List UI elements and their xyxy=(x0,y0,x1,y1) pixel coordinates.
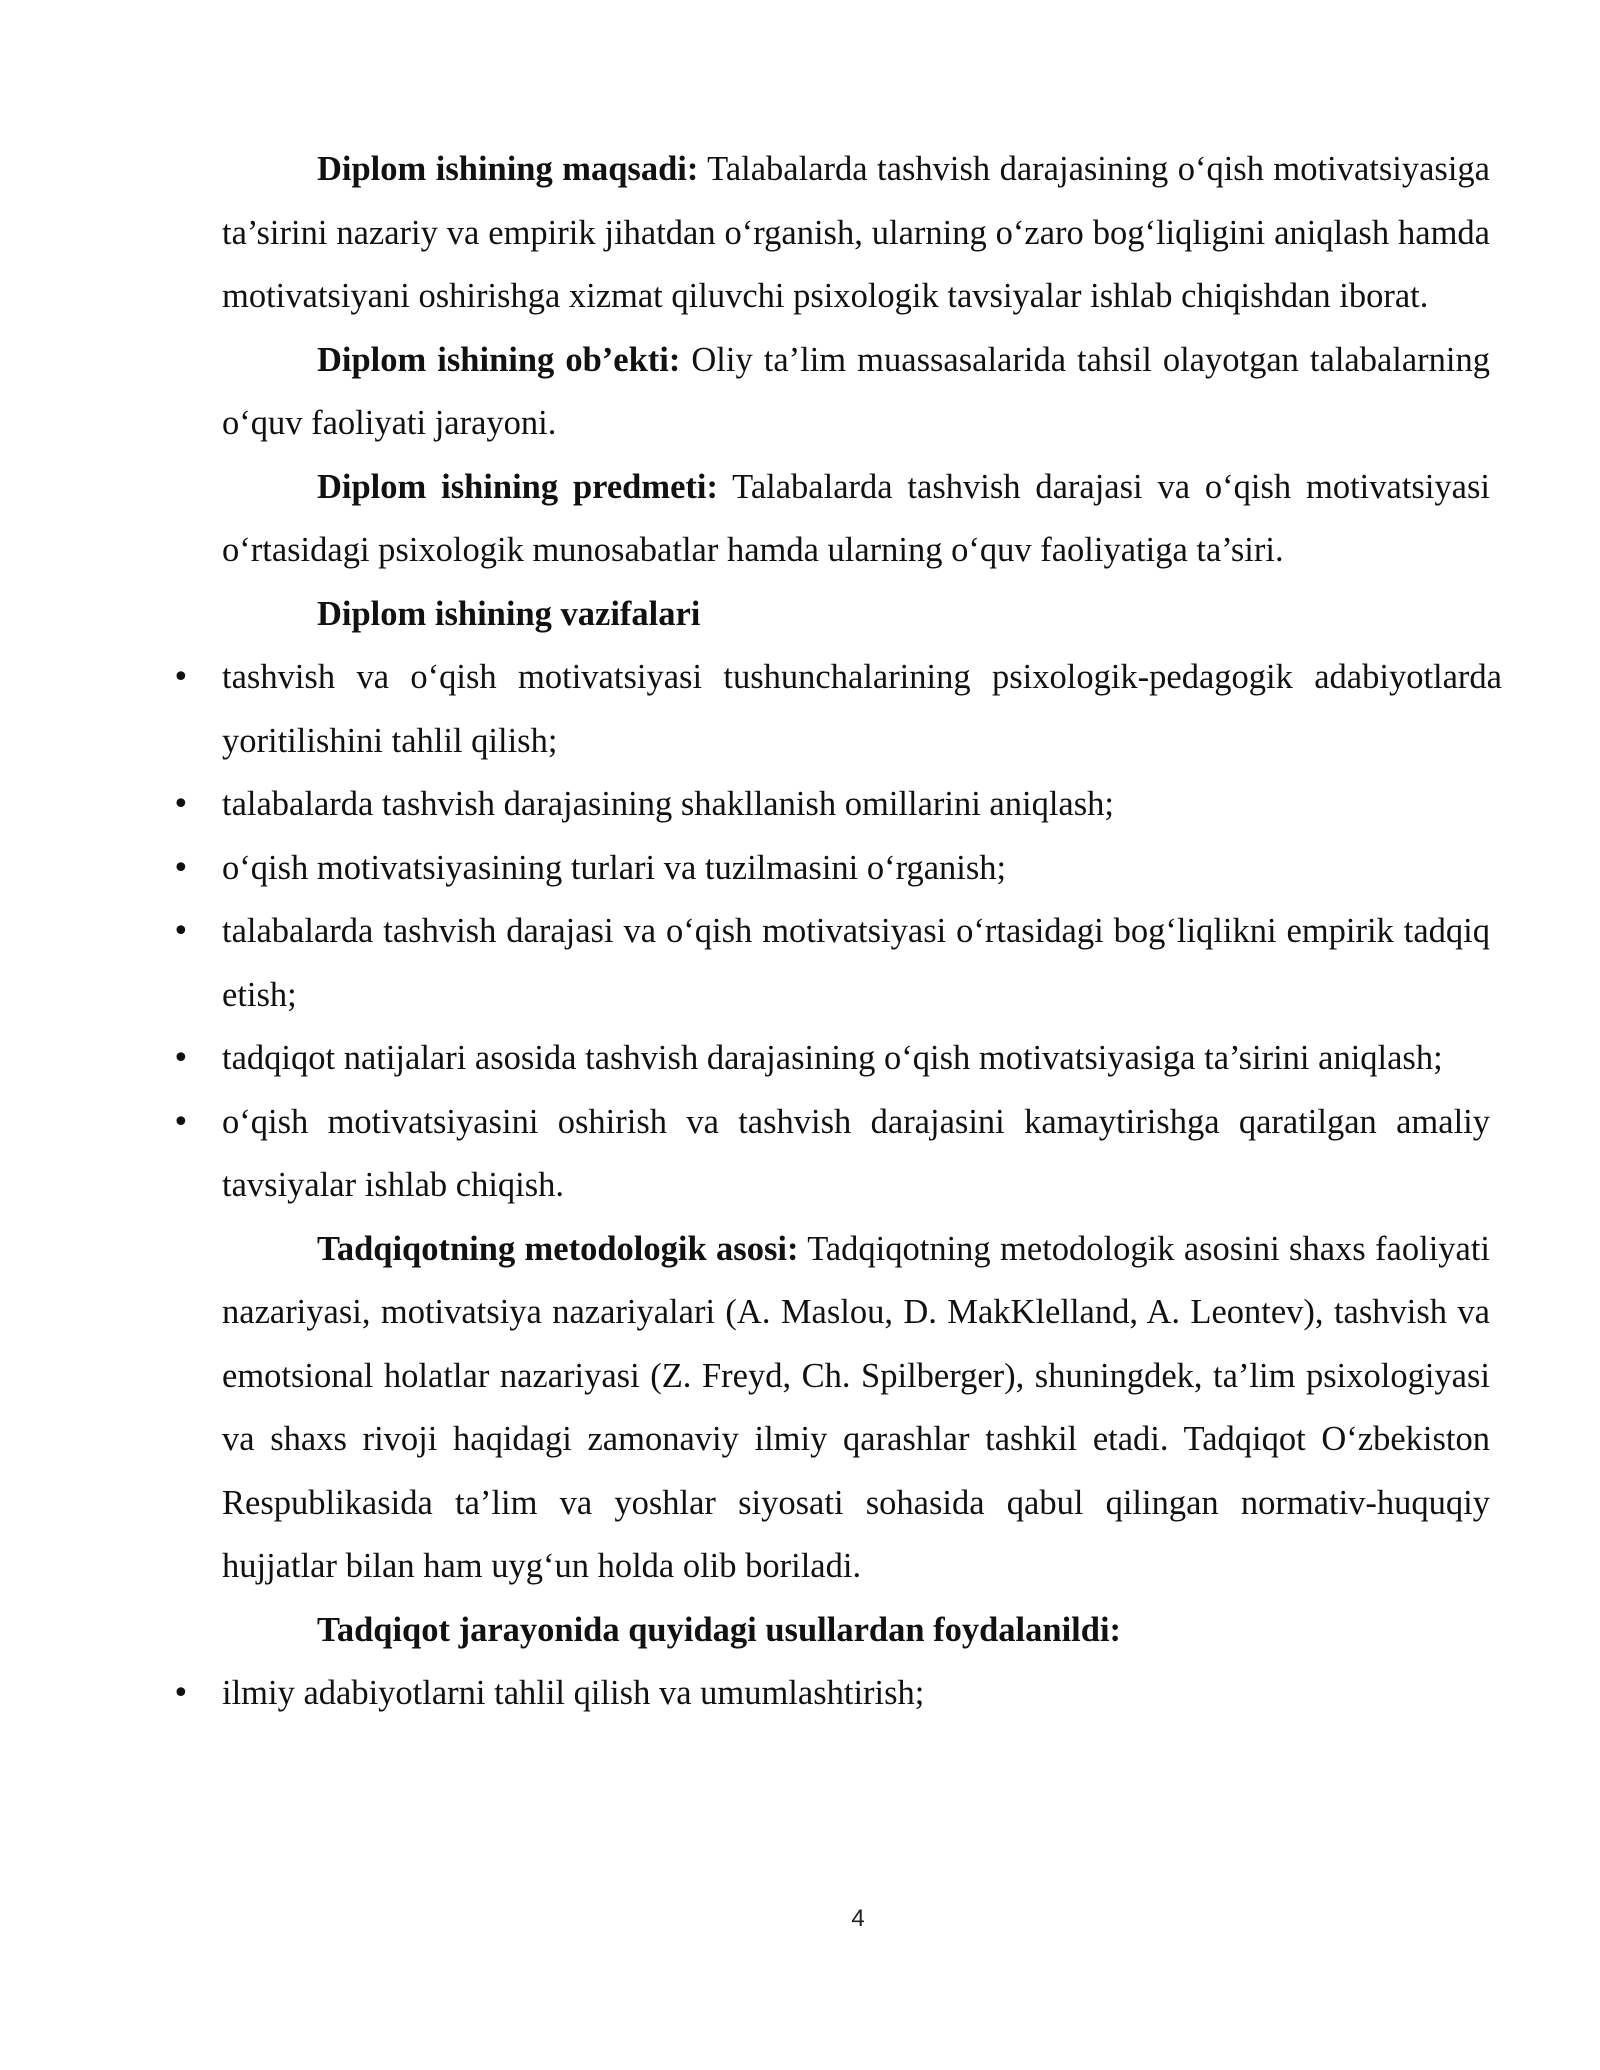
heading-vazifalar: Diplom ishining vazifalari xyxy=(317,594,701,633)
page-number: 4 xyxy=(851,1905,865,1932)
list-item: • talabalarda tashvish darajasining shakllanish omillarini aniqlash; xyxy=(222,773,1490,837)
list-item: • o‘qish motivatsiyasining turlari va tuzilmasini o‘rganish; xyxy=(222,837,1490,901)
list-item: • ilmiy adabiyotlarni tahlil qilish va umumlashtirish; xyxy=(222,1662,1490,1726)
list-item: • tadqiqot natijalari asosida tashvish darajasining o‘qish motivatsiyasiga ta’sirini aniqlash; xyxy=(222,1027,1490,1091)
paragraph-predmet xyxy=(222,456,1490,583)
bullet-icon: • xyxy=(172,1041,190,1076)
list-item: • o‘qish motivatsiyasini oshirish va tashvish darajasini kamaytirishga qaratilgan amaliy tavsiyalar ishlab chiqish. xyxy=(222,1091,1490,1218)
paragraph-obekt xyxy=(222,329,1490,456)
text-obekt: Oliy ta’lim muassasalarida tahsil olayotgan talabalarning o‘quv faoliyati jarayoni. xyxy=(222,340,1490,442)
bullet-icon: • xyxy=(172,914,190,949)
label-maqsad: Diplom ishining maqsadi: xyxy=(317,150,699,188)
label-obekt: Diplom ishining ob’ekti: xyxy=(317,340,681,379)
bullet-icon: • xyxy=(172,660,190,695)
text-maqsad: Talabalarda tashvish darajasining o‘qish motivatsiyasiga ta’sirini nazariy va empirik jihatdan o‘rganish, ularning o‘zaro bog‘liqligini aniqlash hamda motivatsiyani oshirishga xizmat qiluvchi psixologik tavsiyalar ishlab chiqishdan iborat. xyxy=(222,150,1490,315)
paragraph-maqsad xyxy=(222,138,1490,329)
bullet-icon: • xyxy=(172,1104,190,1140)
heading-usullar: Tadqiqot jarayonida quyidagi usullardan foydalanildi: xyxy=(317,1610,1122,1649)
label-metodologiya: Tadqiqotning metodologik asosi: xyxy=(317,1229,799,1268)
text-predmet: Talabalarda tashvish darajasi va o‘qish motivatsiyasi o‘rtasidagi psixologik munosabatlar hamda ularning o‘quv faoliyatiga ta’siri. xyxy=(222,467,1490,569)
list-usullar xyxy=(172,1662,1490,1726)
list-item: • talabalarda tashvish darajasi va o‘qish motivatsiyasi o‘rtasidagi bog‘liqlikni empirik tadqiq etish; xyxy=(222,900,1490,1027)
label-predmet: Diplom ishining predmeti: xyxy=(317,467,718,506)
list-vazifalar xyxy=(172,646,1502,1218)
page-content xyxy=(172,138,1502,1726)
list-item: • tashvish va o‘qish motivatsiyasi tushunchalarining psixologik-pedagogik adabiyotlarda yoritilishini tahlil qilish; xyxy=(222,646,1502,773)
text-metodologiya: Tadqiqotning metodologik asosini shaxs faoliyati nazariyasi, motivatsiya nazariyalari (A. Maslou, D. MakKlelland, A. Leontev), tashvish va emotsional holatlar nazariyasi (Z. Freyd, Ch. Spilberger), shuningdek, ta’lim psixologiyasi va shaxs rivoji haqidagi zamonaviy ilmiy qarashlar tashkil etadi. Tadqiqot O‘zbekiston Respublikasida ta’lim va yoshlar siyosati sohasida qabul qilingan normativ-huquqiy hujjatlar bilan ham uyg‘un holda olib boriladi. xyxy=(222,1229,1491,1585)
bullet-icon: • xyxy=(172,787,190,822)
bullet-icon: • xyxy=(172,850,190,886)
paragraph-metodologiya xyxy=(222,1218,1490,1599)
bullet-icon: • xyxy=(172,1676,190,1711)
